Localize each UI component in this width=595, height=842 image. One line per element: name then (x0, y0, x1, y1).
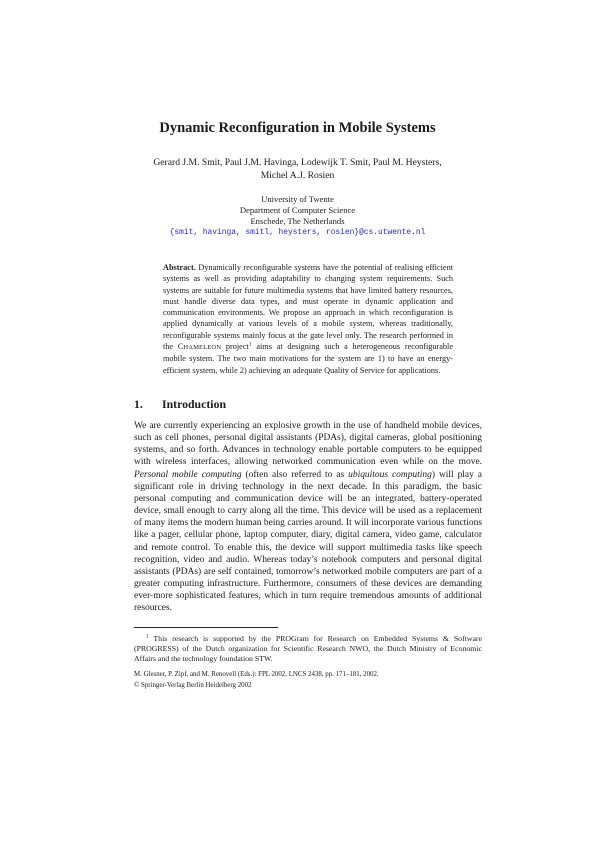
footnote-number: 1 (146, 633, 149, 640)
publication-credits (134, 670, 482, 691)
intro-text-2: (often also referred to as (241, 469, 349, 480)
authors-line-1: Gerard J.M. Smit, Paul J.M. Havinga, Lodewijk T. Smit, Paul M. Heysters, (153, 157, 442, 168)
intro-term-personal-mobile-computing: Personal mobile computing (134, 469, 242, 480)
authors-line-2: Michel A.J. Rosien (260, 169, 335, 181)
abstract (163, 262, 453, 376)
abstract-text-middle: project (221, 342, 249, 352)
footnote (134, 634, 482, 665)
footnote-marker: 1 (248, 341, 252, 348)
affiliation-university: University of Twente (261, 194, 334, 204)
intro-text-3: ) will play a significant role in driving technology in the next decade. In this paradigm, the basic personal computing and communication device will be an integrated, battery-operated device, small enough to carry along all the time. This device will be used as a replacement of many items the modern human being carries around. It will incorporate various functions like a pager, cellular phone, laptop computer, diary, digital camera, video game, calculator and remote control. To enable this, the device will support multimedia tasks like speech recognition, video and audio. Whereas today’s notebook computers and personal digital assistants (PDAs) are self contained, tomorrow’s networked mobile computers are part of a greater computing infrastructure. Furthermore, consumers of these devices are demanding ever-more sophisticated features, which in turn require tremendous amounts of additional resources. (134, 469, 482, 614)
intro-text-1: We are currently experiencing an explosive growth in the use of handheld mobile devices, such as cell phones, personal digital assistants (PDAs), digital cameras, global positioning systems, and so forth. Advances in technology enable portable computers to be equipped with wireless interfaces, allowing networked communication even while on the move. (134, 421, 482, 468)
affiliation-department: Department of Computer Science (239, 205, 356, 215)
credits-line-2: © Springer-Verlag Berlin Heidelberg 2002 (134, 681, 252, 689)
author-email: {smit, havinga, smitl, heysters, rosien}@cs.utwente.nl (169, 228, 426, 237)
paper-title: Dynamic Reconfiguration in Mobile Systems (159, 120, 436, 136)
footnote-text: This research is supported by the PROGram for Research on Embedded Systems & Software (PROGRESS) of the Dutch organization for Scientific Research NWO, the Dutch Ministry of Economic Affairs and the technology foundation STW. (134, 634, 482, 664)
section-heading (134, 397, 226, 412)
introduction-paragraph (134, 420, 482, 615)
abstract-text-before: Dynamically reconfigurable systems have the potential of realising efficient systems as well as providing adaptability to changing system requirements. Such systems are suitable for future multimedia systems that have limited battery resources, must handle diverse data types, and must operate in dynamic application and communication environments. We propose an approach in which reconfiguration is applied dynamically at various levels of a mobile system, whereas traditionally, reconfigurable systems mainly focus at the gate level only. The research performed in the C (163, 263, 453, 352)
affiliation-city: Enschede, The Netherlands (250, 216, 345, 226)
author-list (0, 157, 595, 182)
footnote-divider (134, 627, 278, 628)
project-name-smallcaps: HAMELEON (183, 344, 222, 352)
abstract-text-after: aims at designing such a heterogeneous reconfigurable mobile system. The two main motivations for the system are 1) to have an energy-efficient system, while 2) achieving an adequate Quality of Service for applications. (163, 342, 453, 375)
credits-line-1: M. Glesner, P. Zipf, and M. Renovell (Eds.): FPL 2002, LNCS 2438, pp. 171–181, 2002. (134, 671, 379, 678)
abstract-label: Abstract. (163, 263, 196, 272)
section-number: 1. (134, 397, 143, 411)
intro-term-ubiquitous-computing: ubiquitous computing (348, 469, 432, 480)
section-title: Introduction (162, 397, 227, 411)
affiliation (0, 194, 595, 238)
